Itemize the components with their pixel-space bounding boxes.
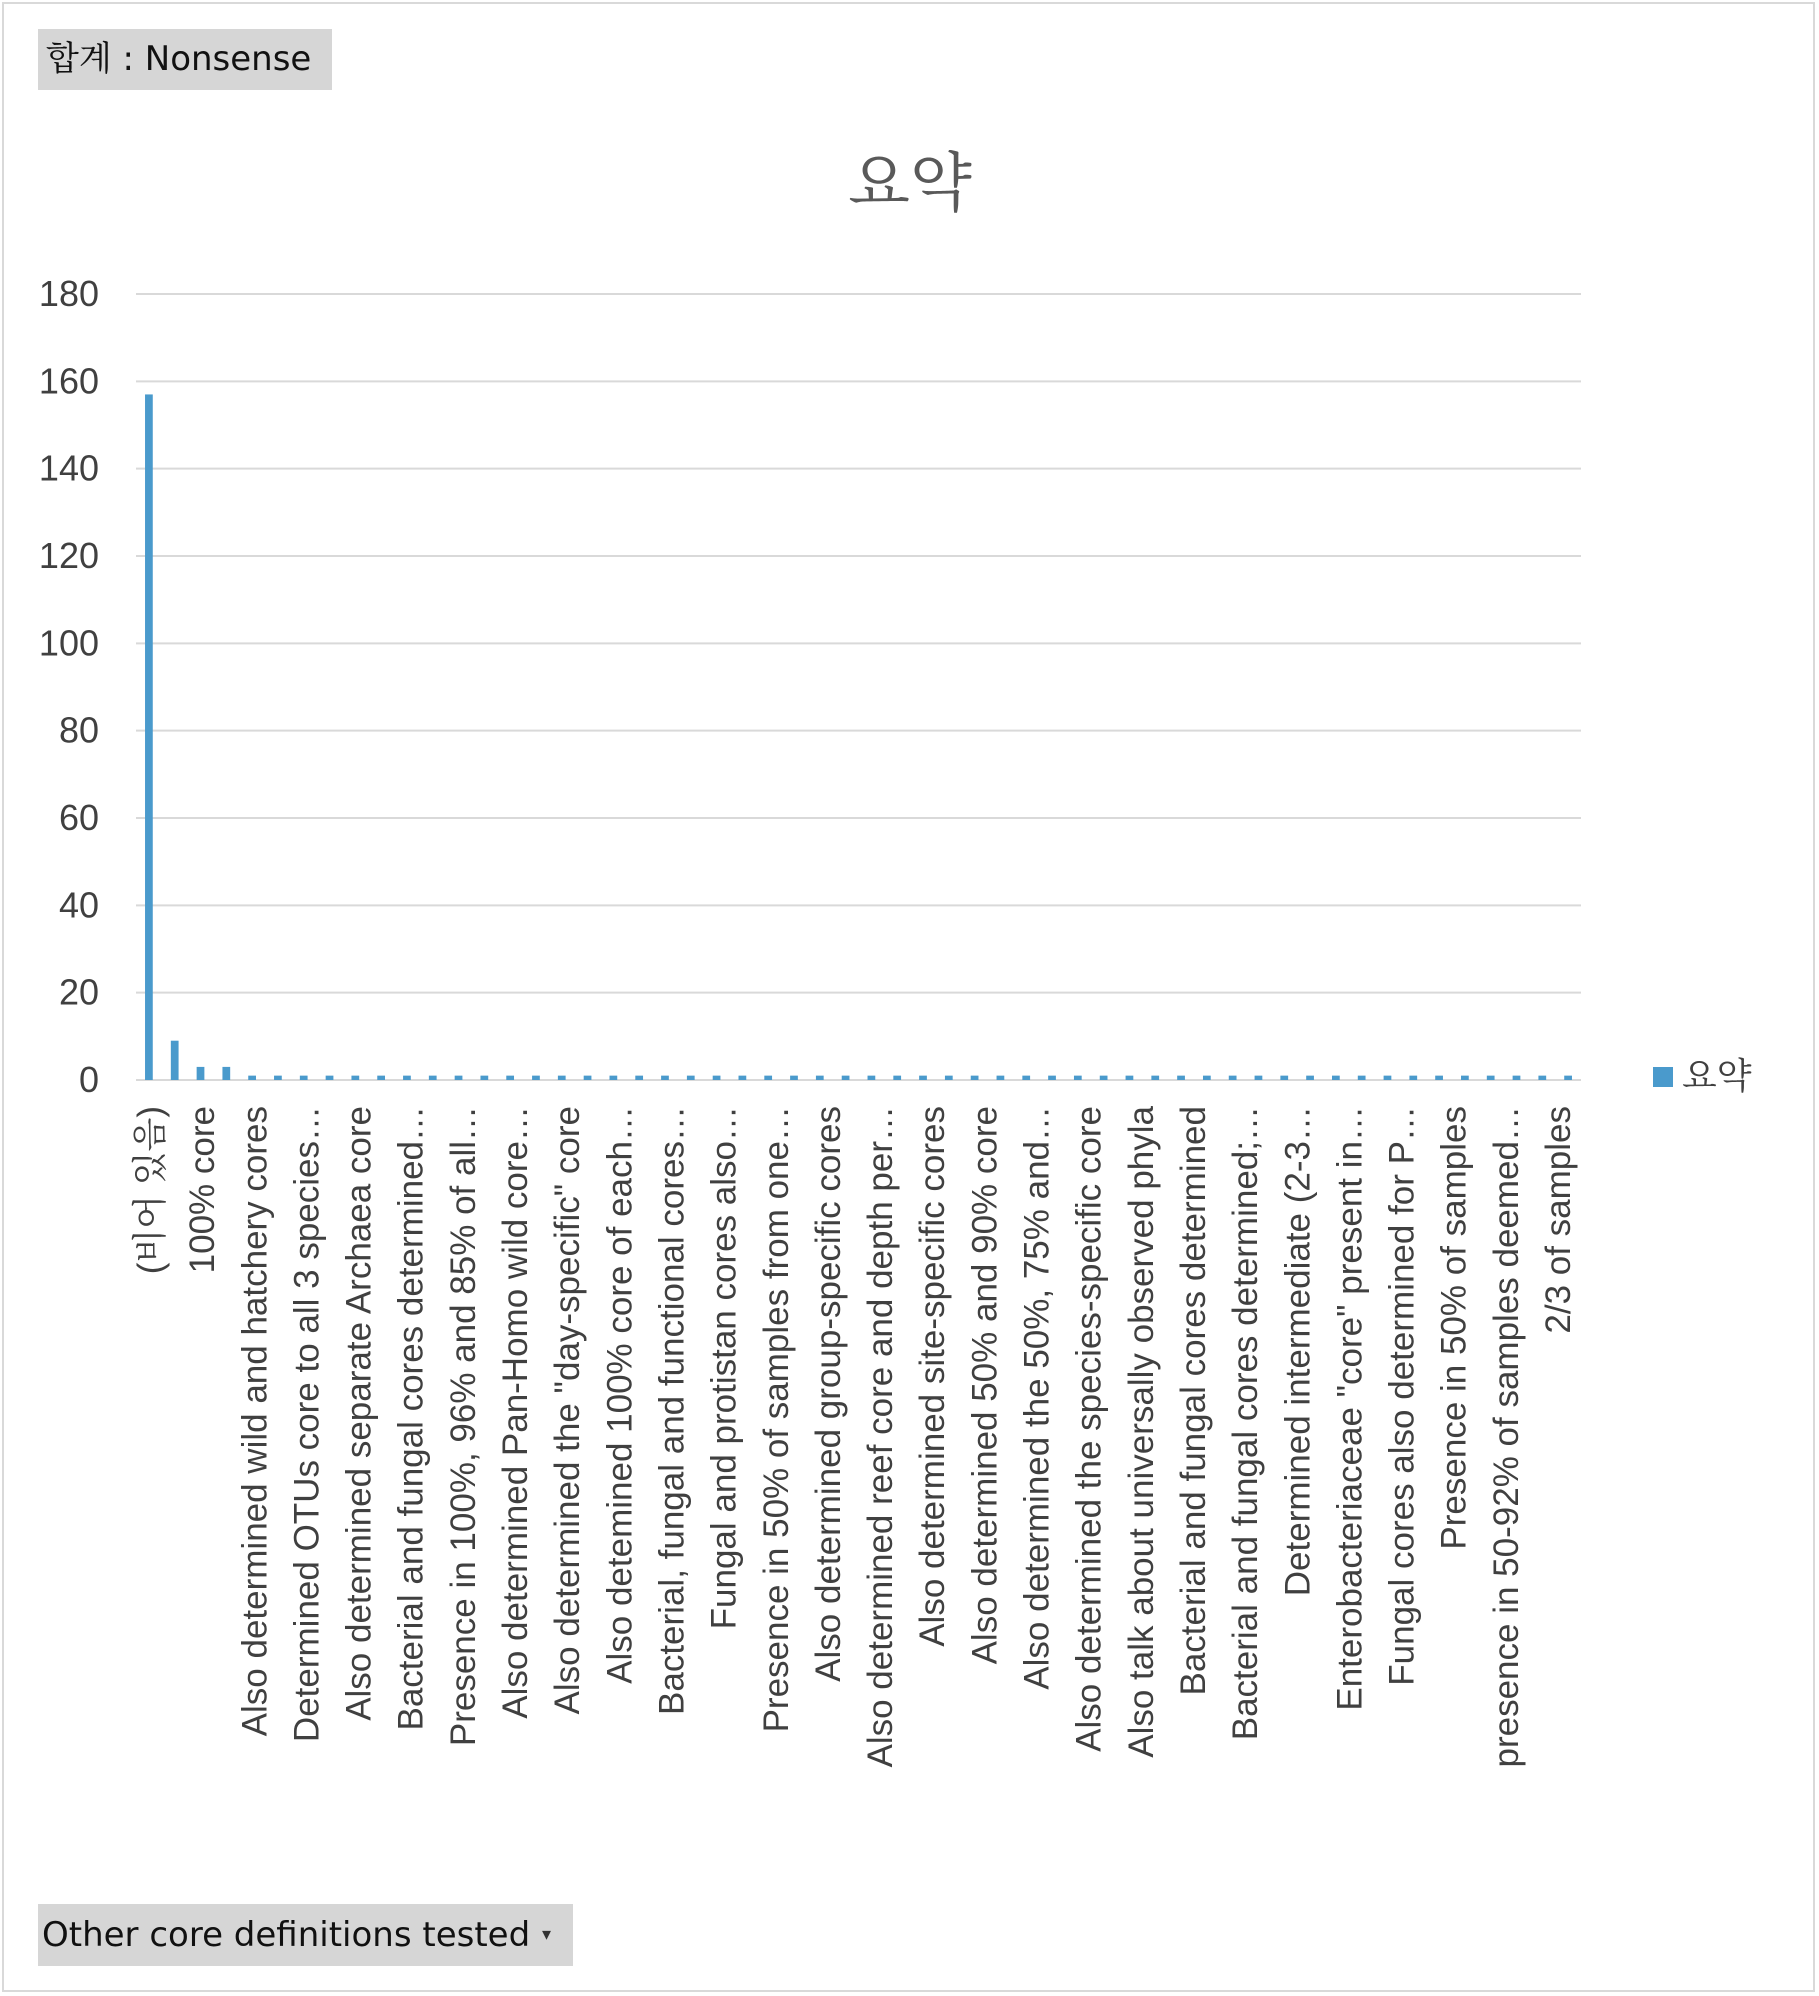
x-tick-label-26: presence in 50-92% of samples deemed… <box>1486 1106 1526 1768</box>
bar-10 <box>403 1076 411 1080</box>
chart-title: 요약 <box>848 147 972 221</box>
bar-6 <box>300 1076 308 1080</box>
y-tick-label-80: 80 <box>58 709 99 751</box>
bar-40 <box>1177 1076 1185 1080</box>
bar-17 <box>584 1076 592 1080</box>
x-tick-label-4: Also determined separate Archaea core <box>339 1106 379 1721</box>
bar-0 <box>145 394 153 1080</box>
x-tick-label-2: Also determined wild and hatchery cores <box>235 1106 275 1737</box>
x-tick-label-0: (비어 있음) <box>131 1106 170 1275</box>
bar-19 <box>635 1076 643 1080</box>
y-tick-label-120: 120 <box>38 535 99 576</box>
bar-1 <box>171 1041 179 1080</box>
x-tick-label-9: Also detemined 100% core of each… <box>600 1106 640 1684</box>
x-tick-label-11: Fungal and protistan cores also… <box>704 1106 744 1630</box>
x-tick-label-17: Also determined the 50%, 75% and… <box>1017 1106 1057 1690</box>
x-tick-label-23: Enterobacteriaceae "core" present in… <box>1330 1106 1370 1711</box>
bar-42 <box>1229 1076 1237 1080</box>
bar-28 <box>868 1076 876 1080</box>
y-tick-label-140: 140 <box>38 447 99 489</box>
x-tick-label-16: Also determined 50% and 90% core <box>965 1106 1005 1665</box>
y-tick-label-160: 160 <box>38 360 99 402</box>
bar-43 <box>1255 1076 1263 1080</box>
bar-14 <box>506 1076 514 1080</box>
bar-4 <box>248 1076 256 1080</box>
bar-55 <box>1564 1076 1572 1080</box>
y-tick-label-180: 180 <box>38 273 99 314</box>
y-tick-label-60: 60 <box>58 797 99 838</box>
x-tick-label-3: Determined OTUs core to all 3 species… <box>287 1106 327 1743</box>
x-tick-label-12: Presence in 50% of samples from one… <box>756 1106 796 1733</box>
value-field-label: 합계 : Nonsense <box>46 39 312 79</box>
x-tick-label-20: Bacterial and fungal cores determined <box>1173 1106 1213 1696</box>
chevron-down-icon[interactable]: ▾ <box>541 1924 551 1945</box>
bar-22 <box>713 1076 721 1080</box>
bar-25 <box>790 1076 798 1080</box>
bar-32 <box>971 1076 979 1080</box>
bar-49 <box>1409 1076 1417 1080</box>
bar-3 <box>222 1067 230 1080</box>
axis-field-button[interactable] <box>38 1904 573 1966</box>
bar-23 <box>739 1076 747 1080</box>
bar-41 <box>1203 1076 1211 1080</box>
bar-11 <box>429 1076 437 1080</box>
bar-9 <box>377 1076 385 1080</box>
bar-21 <box>687 1076 695 1080</box>
x-tick-label-27: 2/3 of samples <box>1539 1106 1578 1334</box>
bar-12 <box>455 1076 463 1080</box>
bar-48 <box>1384 1076 1392 1080</box>
x-tick-label-7: Also determined Pan-Homo wild core… <box>496 1106 536 1719</box>
x-tick-label-14: Also determined reef core and depth per… <box>861 1106 901 1768</box>
bar-15 <box>532 1076 540 1080</box>
bar-38 <box>1126 1076 1134 1080</box>
bar-24 <box>764 1076 772 1080</box>
x-tick-label-15: Also determined site-specific cores <box>913 1106 953 1647</box>
bar-53 <box>1513 1076 1521 1080</box>
x-tick-label-22: Determined intermediate (2-3… <box>1278 1106 1318 1597</box>
x-tick-label-18: Also determined the species-specific core <box>1069 1106 1109 1752</box>
y-tick-label-0: 0 <box>78 1059 99 1100</box>
bar-7 <box>326 1076 334 1080</box>
bar-8 <box>351 1076 359 1080</box>
bar-51 <box>1461 1076 1469 1080</box>
bar-18 <box>609 1076 617 1080</box>
bar-13 <box>480 1076 488 1080</box>
legend-swatch <box>1653 1067 1673 1087</box>
bar-36 <box>1074 1076 1082 1080</box>
bar-20 <box>661 1076 669 1080</box>
bar-29 <box>893 1076 901 1080</box>
bar-27 <box>842 1076 850 1080</box>
y-tick-label-20: 20 <box>58 971 99 1013</box>
x-tick-label-1: 100% core <box>183 1106 223 1274</box>
bar-39 <box>1151 1076 1159 1080</box>
bar-54 <box>1538 1076 1546 1080</box>
legend-label: 요약 <box>1682 1056 1752 1097</box>
bar-30 <box>919 1076 927 1080</box>
bar-31 <box>945 1076 953 1080</box>
bar-50 <box>1435 1076 1443 1080</box>
x-tick-label-21: Bacterial and fungal cores determined;… <box>1226 1106 1266 1741</box>
bar-16 <box>558 1076 566 1080</box>
x-tick-label-8: Also determined the "day-specific" core <box>548 1106 588 1715</box>
x-tick-label-19: Also talk about universally observed phyla <box>1121 1106 1161 1758</box>
axis-field-label: Other core definitions tested <box>42 1915 531 1955</box>
x-tick-label-24: Fungal cores also determined for P… <box>1382 1106 1422 1686</box>
x-tick-label-13: Also determined group-specific cores <box>808 1106 848 1682</box>
bar-45 <box>1306 1076 1314 1080</box>
bar-34 <box>1022 1076 1030 1080</box>
y-tick-label-40: 40 <box>58 884 99 926</box>
bar-5 <box>274 1076 282 1080</box>
x-tick-label-5: Bacterial and fungal cores determined… <box>391 1106 431 1731</box>
bar-44 <box>1280 1076 1288 1080</box>
bar-46 <box>1332 1076 1340 1080</box>
bar-35 <box>1048 1076 1056 1080</box>
bar-37 <box>1100 1076 1108 1080</box>
bar-52 <box>1487 1076 1495 1080</box>
x-tick-label-10: Bacterial, fungal and functional cores… <box>652 1106 692 1715</box>
y-tick-label-100: 100 <box>38 622 99 664</box>
bar-33 <box>997 1076 1005 1080</box>
bar-26 <box>816 1076 824 1080</box>
bar-2 <box>197 1067 205 1080</box>
x-tick-label-25: Presence in 50% of samples <box>1434 1106 1474 1550</box>
x-tick-label-6: Presence in 100%, 96% and 85% of all… <box>443 1106 483 1747</box>
bar-47 <box>1358 1076 1366 1080</box>
